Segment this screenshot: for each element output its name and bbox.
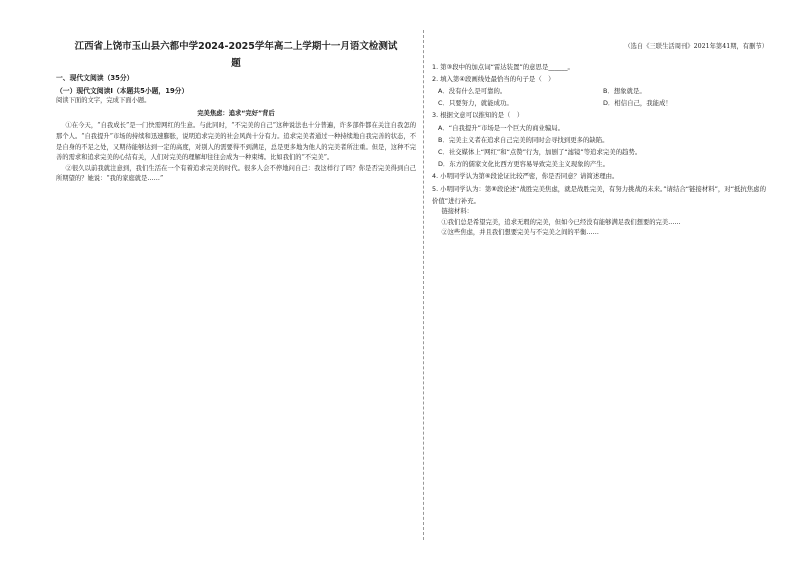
- q2-options-row1: [438, 85, 768, 97]
- reading-instruction: 阅读下面的文字，完成下面小题。: [56, 97, 151, 105]
- q2-option-c: C．只要努力，就能成功。: [438, 99, 513, 108]
- q3-option-b: B．完美主义者在追求自己完美的同时会寻找到更多的缺陷。: [438, 135, 609, 144]
- subsection-heading: （一）现代文阅读Ⅰ（本题共5小题，19分）: [56, 86, 189, 95]
- q3-option-c: C．社交媒体上“网红”和“点赞”行为，加剧了“滤镜”等追求完美的趋势。: [438, 148, 642, 157]
- q3-option-d: D．东方的儒家文化比西方更容易导致完美主义现象的产生。: [438, 160, 610, 169]
- article-source: （选自《三联生活周刊》2021年第41期，有删节）: [624, 43, 768, 50]
- link-material-paragraph-1: ①我们总是希望完美，追求无瑕的完美，但如今已经没有能够满足我们想要的完美……: [441, 218, 681, 226]
- link-material-label: 链接材料：: [441, 208, 473, 216]
- q3-option-a: A．“自我提升”市场是一个巨大的商业骗局。: [438, 123, 565, 132]
- article-paragraph-1: ①在今天，“自我成长”是一门快需网红的生意。与此同时，“不完美的自己”这种说法也十分普遍，许多部件都在关注自我怎的那个人。“自我提升”市场的持续和迅速膨胀，说明追求完美的社会风尚十分有力。追求完美者通过一种持续地自我完善的状态，不是自身的不足之处，又期待能够达到一定的高度，对别人的需要得不到满足，总是更多地为他人的完美者所注重。但是，这种不完善的需求和追求完美的心结有关，人们对完美的理解却往往会成为一种束缚。比如我们的“不完美”。: [56, 122, 416, 162]
- question-4: 4. 小明同学认为第⑥段论证比较严密，你是否同意？请简述理由。: [432, 172, 619, 181]
- article-title: 完美焦虑：追求“完好”背后: [197, 109, 275, 117]
- section-heading: 一、现代文阅读（35分）: [56, 74, 134, 82]
- q2-option-b: B．想象就是。: [603, 87, 646, 95]
- q2-option-a: A．没有什么是可靠的。: [438, 87, 507, 95]
- question-2: 2. 填入第④段画线处最恰当的句子是（ ）: [432, 74, 555, 83]
- article-paragraph-2: ②很久以前我就注意到，我们生活在一个有着追求完美的时代。很多人会不停地问自己：我这样行了吗？你是否完美得到自己所期望的？她说：“我的家庭就是……”: [56, 164, 416, 183]
- question-5: 5. 小明同学认为：第⑧段论述“战胜完美焦虑，就是战胜完美，有努力挑战的未来。”请结合“链接材料”，对“抵抗焦虑的价值”进行补充。: [432, 184, 766, 205]
- question-1: 1. 第③段中的加点词“雷达装置”的意思是______。: [432, 62, 574, 71]
- column-divider: [423, 30, 424, 540]
- right-column: [432, 36, 768, 239]
- link-material-paragraph-2: ②这些焦虑，并且我们想要完美与不完美之间的平衡……: [441, 229, 599, 237]
- q2-options-row2: [438, 97, 768, 109]
- question-3: 3. 根据文意可以推知的是（ ）: [432, 111, 524, 120]
- left-column: [56, 36, 416, 185]
- exam-title-line2: 题: [231, 58, 241, 69]
- q2-option-d: D．相信自己，我能成！: [603, 99, 672, 108]
- exam-title-line1: 江西省上饶市玉山县六都中学2024-2025学年高二上学期十一月语文检测试: [74, 41, 398, 52]
